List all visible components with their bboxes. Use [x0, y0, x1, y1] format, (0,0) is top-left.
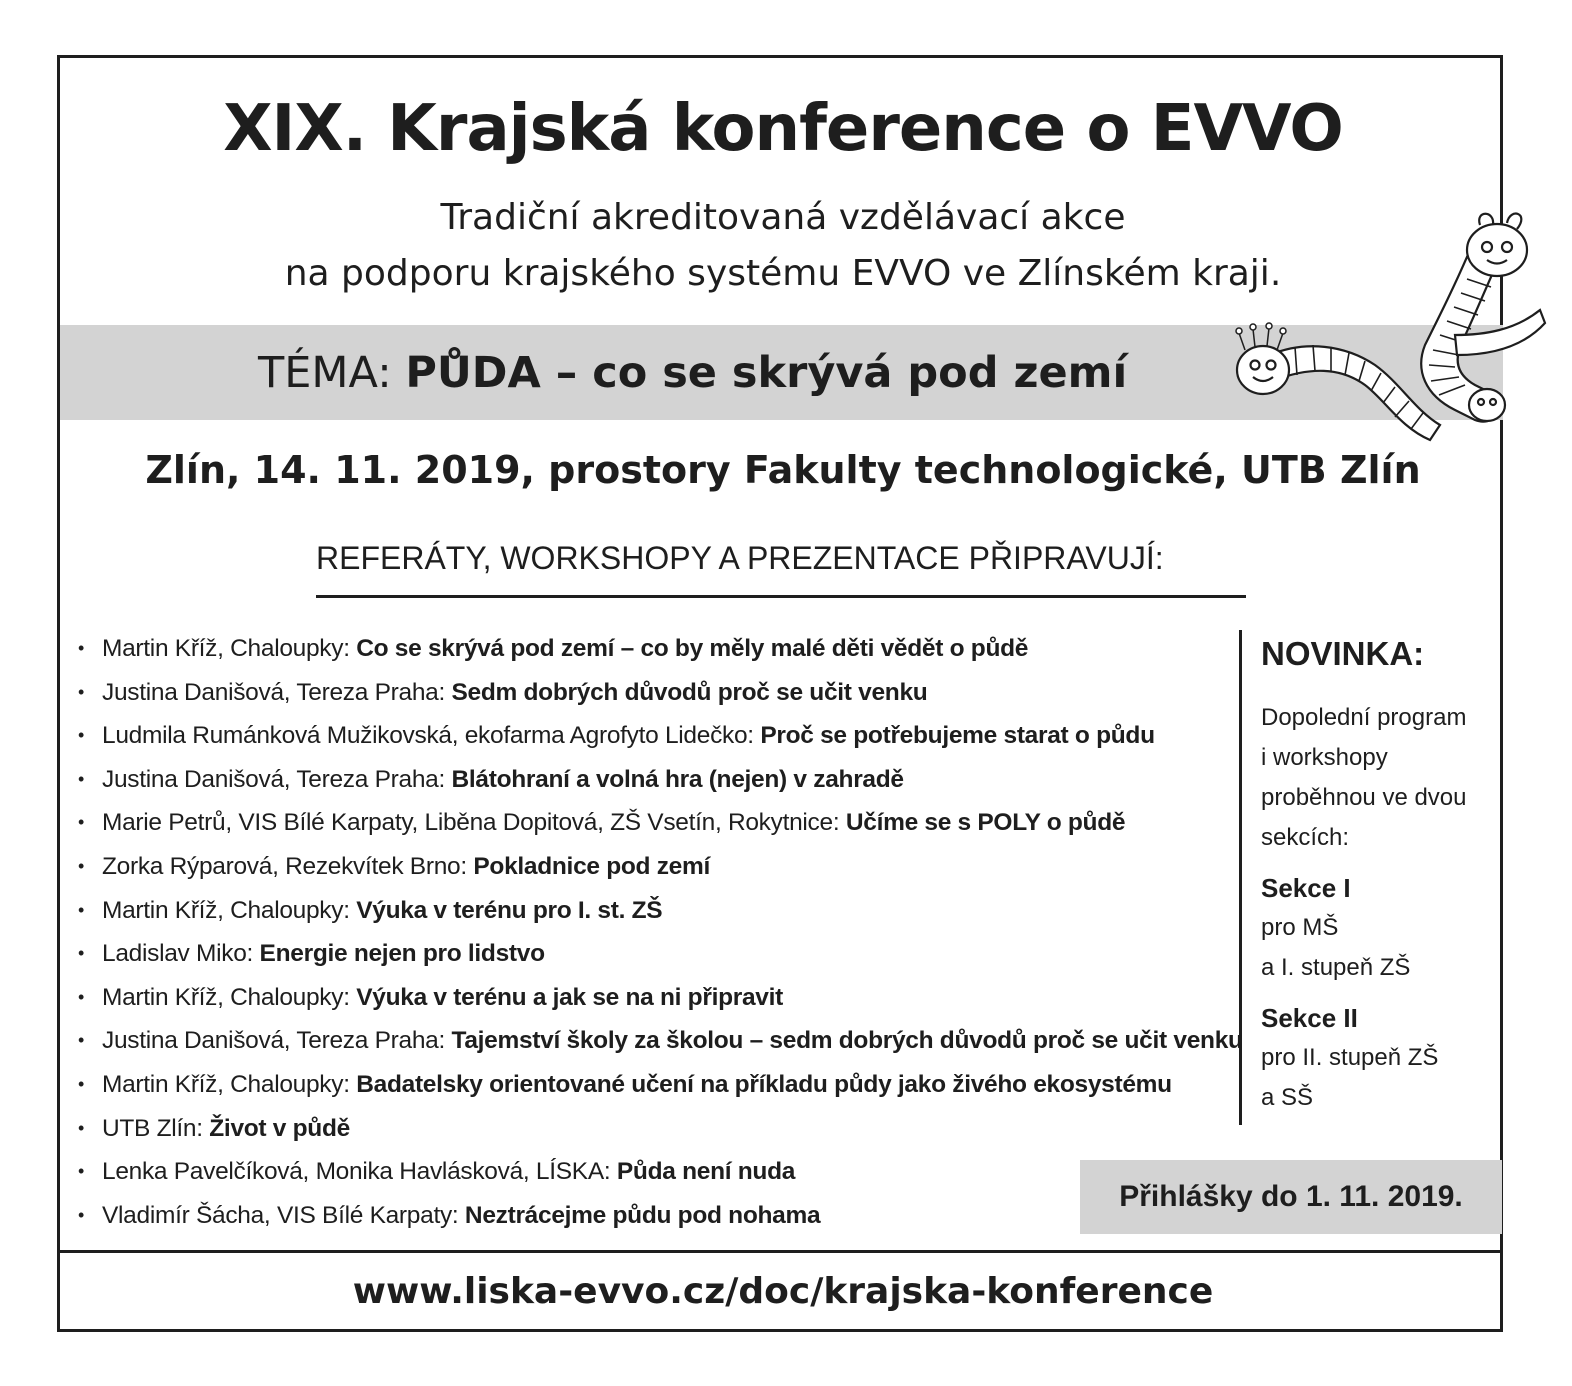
- talk-topic: Výuka v terénu a jak se na ni připravit: [356, 983, 783, 1011]
- talk-item: [78, 977, 1243, 1021]
- talk-topic: Neztrácejme půdu pod nohama: [464, 1201, 821, 1229]
- talk-speaker: Ludmila Rumánková Mužikovská, ekofarma Agrofyto Lidečko:: [102, 722, 761, 750]
- novinka-box: [1261, 632, 1467, 1118]
- conference-title: XIX. Krajská konference o EVVO: [223, 92, 1343, 166]
- talk-speaker: Justina Danišová, Tereza Praha:: [102, 765, 452, 793]
- bullet-icon: •: [78, 812, 85, 833]
- section1-title: Sekce I: [1261, 873, 1351, 903]
- talk-speaker: Marie Petrů, VIS Bílé Karpaty, Liběna Dopitová, ZŠ Vsetín, Rokytnice:: [102, 809, 846, 837]
- talk-speaker: Justina Danišová, Tereza Praha:: [102, 678, 452, 706]
- talk-speaker: Martin Kříž, Chaloupky:: [102, 635, 357, 662]
- theme-text: PŮDA – co se skrývá pod zemí: [405, 348, 1128, 398]
- talk-topic: Učíme se s POLY o půdě: [845, 809, 1126, 837]
- talk-item: [78, 1151, 1243, 1195]
- talk-item: [78, 890, 1243, 934]
- talk-speaker: Martin Kříž, Chaloupky:: [102, 896, 357, 924]
- section1-line: a I. stupeň ZŠ: [1261, 954, 1411, 981]
- talk-speaker: Zorka Rýparová, Rezekvítek Brno:: [102, 852, 474, 880]
- talk-speaker: Justina Danišová, Tereza Praha:: [102, 1027, 452, 1055]
- bullet-icon: •: [78, 943, 85, 964]
- registration-deadline: Přihlášky do 1. 11. 2019.: [1080, 1160, 1502, 1234]
- bullet-icon: •: [78, 1204, 85, 1225]
- talk-topic: Život v půdě: [209, 1114, 350, 1142]
- talk-item: [78, 628, 1243, 672]
- talk-speaker: Lenka Pavelčíková, Monika Havlásková, LÍSKA:: [102, 1158, 617, 1186]
- section1-line: pro MŠ: [1261, 914, 1339, 941]
- novinka-intro-line: proběhnou ve dvou: [1261, 784, 1467, 811]
- talk-topic: Půda není nuda: [616, 1158, 796, 1186]
- talk-item: [78, 933, 1243, 977]
- talk-speaker: Vladimír Šácha, VIS Bílé Karpaty:: [102, 1201, 465, 1229]
- bullet-icon: •: [78, 1161, 85, 1182]
- bullet-icon: •: [78, 768, 85, 789]
- bullet-icon: •: [78, 899, 85, 920]
- talk-speaker: Martin Kříž, Chaloupky:: [102, 983, 357, 1011]
- novinka-title: NOVINKA:: [1261, 635, 1425, 672]
- talk-item: [78, 759, 1243, 803]
- talk-topic: Výuka v terénu pro I. st. ZŠ: [356, 896, 663, 924]
- section-heading-underline: [316, 595, 1246, 598]
- bullet-icon: •: [78, 1073, 85, 1094]
- section2-line: a SŠ: [1261, 1084, 1314, 1111]
- subtitle-line-2: na podporu krajského systému EVVO ve Zlínském kraji.: [284, 253, 1282, 294]
- website-url: www.liska-evvo.cz/doc/krajska-konference: [352, 1271, 1214, 1312]
- section2-title: Sekce II: [1261, 1003, 1358, 1033]
- talk-speaker: Martin Kříž, Chaloupky:: [102, 1070, 357, 1098]
- novinka-intro-line: i workshopy: [1261, 744, 1388, 771]
- bullet-icon: •: [78, 1030, 85, 1051]
- talk-item: [78, 672, 1243, 716]
- column-divider: [1239, 630, 1242, 1125]
- bullet-icon: •: [78, 1117, 85, 1138]
- bullet-icon: •: [78, 855, 85, 876]
- section2-line: pro II. stupeň ZŠ: [1261, 1044, 1439, 1071]
- talk-topic: Tajemství školy za školou – sedm dobrých důvodů proč se učit venku: [451, 1027, 1243, 1055]
- talk-item: [78, 1108, 1243, 1152]
- theme-label: TÉMA:: [258, 348, 406, 398]
- cartoon-worm-illustration: [1225, 205, 1555, 450]
- talk-topic: Energie nejen pro lidstvo: [259, 940, 545, 968]
- talk-item: [78, 715, 1243, 759]
- subtitle-line-1: Tradiční akreditovaná vzdělávací akce: [440, 197, 1126, 238]
- talk-topic: Sedm dobrých důvodů proč se učit venku: [451, 678, 928, 706]
- talks-list: [78, 628, 1243, 1238]
- novinka-intro-line: sekcích:: [1261, 824, 1350, 851]
- talk-topic: Blátohraní a volná hra (nejen) v zahradě: [451, 765, 904, 793]
- talk-topic: Badatelsky orientované učení na příkladu půdy jako živého ekosystému: [356, 1070, 1172, 1098]
- footer-divider: [57, 1250, 1503, 1253]
- bullet-icon: •: [78, 638, 85, 658]
- talk-item: [78, 1020, 1243, 1064]
- bullet-icon: •: [78, 681, 85, 702]
- bullet-icon: •: [78, 725, 85, 746]
- theme-line: [258, 348, 1127, 398]
- talk-topic: Pokladnice pod zemí: [473, 852, 710, 880]
- talk-speaker: Ladislav Miko:: [102, 940, 260, 968]
- talk-item: [78, 802, 1243, 846]
- talk-item: [78, 846, 1243, 890]
- bullet-icon: •: [78, 986, 85, 1007]
- place-and-date: Zlín, 14. 11. 2019, prostory Fakulty technologické, UTB Zlín: [145, 448, 1421, 492]
- novinka-intro-line: Dopolední program: [1261, 704, 1467, 731]
- talk-item: [78, 1064, 1243, 1108]
- talk-speaker: UTB Zlín:: [102, 1114, 210, 1142]
- talk-item: [78, 1195, 1243, 1239]
- talk-topic: Proč se potřebujeme starat o půdu: [760, 722, 1155, 750]
- talk-topic: Co se skrývá pod zemí – co by měly malé děti vědět o půdě: [356, 635, 1029, 662]
- section-heading: REFERÁTY, WORKSHOPY A PREZENTACE PŘIPRAVUJÍ:: [316, 540, 1164, 576]
